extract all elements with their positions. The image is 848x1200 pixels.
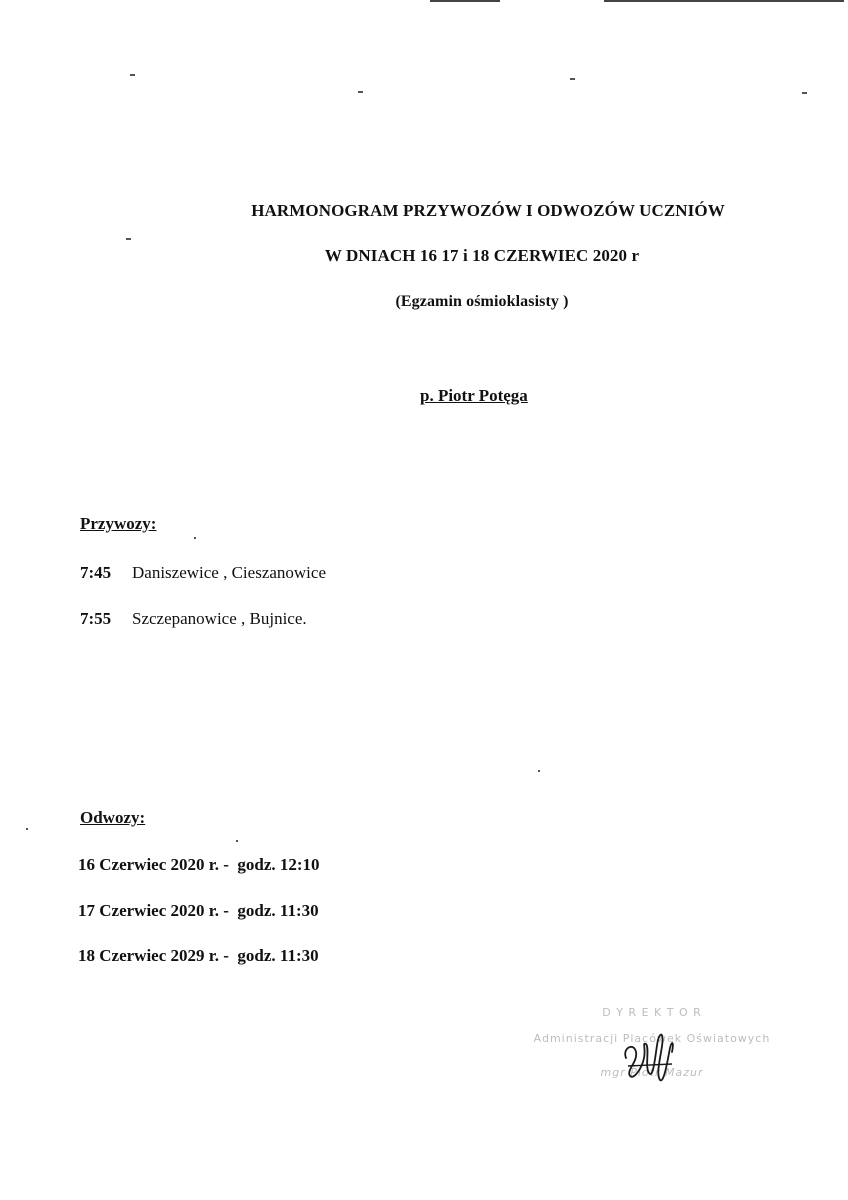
scan-speck [802, 92, 807, 94]
przywozy-places: Szczepanowice , Bujnice. [132, 609, 307, 628]
scan-speck [538, 770, 540, 772]
przywozy-places: Daniszewice , Cieszanowice [132, 563, 326, 582]
przywozy-heading: Przywozy: [80, 514, 157, 533]
odwozy-row: 18 Czerwiec 2029 r. - godz. 11:30 [78, 946, 319, 965]
stamp-person: mgr Piotr Mazur [600, 1066, 704, 1079]
stamp-institution: Administracji Placówek Oświatowych [533, 1032, 771, 1045]
przywozy-time: 7:55 [80, 609, 112, 628]
przywozy-row [80, 563, 326, 583]
scan-speck [236, 840, 238, 842]
scan-edge-line [430, 0, 500, 2]
scan-speck [130, 74, 135, 76]
date-subtitle: W DNIACH 16 17 i 18 CZERWIEC 2020 r [324, 246, 640, 265]
odwozy-heading: Odwozy: [80, 808, 146, 827]
driver-name: p. Piotr Potęga [420, 386, 528, 405]
exam-subtitle: (Egzamin ośmioklasisty ) [395, 293, 569, 310]
scan-speck [358, 91, 363, 93]
odwozy-row: 17 Czerwiec 2020 r. - godz. 11:30 [78, 901, 319, 920]
przywozy-time: 7:45 [80, 563, 112, 582]
scan-edge-line [604, 0, 844, 2]
scan-speck [26, 828, 28, 830]
stamp-title: D Y R E K T O R [602, 1006, 702, 1019]
scan-speck [194, 537, 196, 539]
scan-speck [126, 238, 131, 240]
odwozy-row: 16 Czerwiec 2020 r. - godz. 12:10 [78, 855, 320, 874]
scan-speck [570, 78, 575, 80]
handwritten-signature [620, 1018, 680, 1088]
page-title: HARMONOGRAM PRZYWOZÓW I ODWOZÓW UCZNIÓW [251, 201, 725, 220]
przywozy-row [80, 609, 307, 629]
